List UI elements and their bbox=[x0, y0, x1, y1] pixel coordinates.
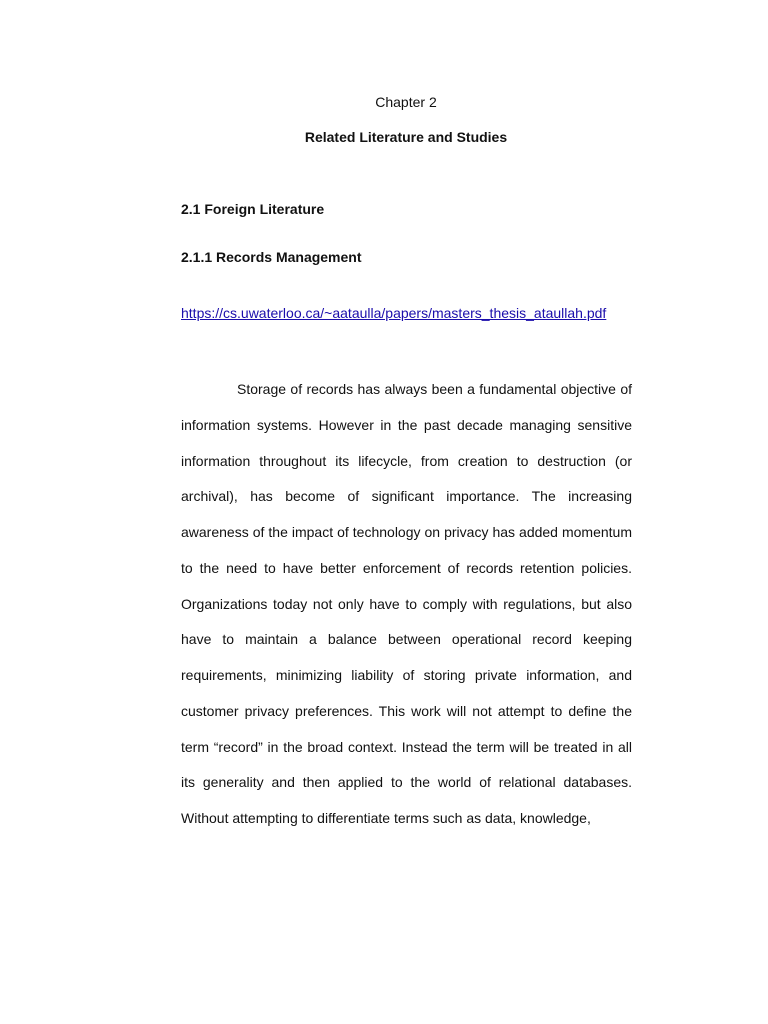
section-heading: 2.1 Foreign Literature bbox=[181, 201, 325, 217]
subsection-heading: 2.1.1 Records Management bbox=[181, 249, 362, 265]
source-link[interactable]: https://cs.uwaterloo.ca/~aataulla/papers/masters_thesis_ataullah.pdf bbox=[181, 305, 607, 321]
body-paragraph: Storage of records has always been a fundamental objective of information systems. However in the past decade managing sensitive information throughout its lifecycle, from creation to destruction (or archival), has become of significant importance. The increasing awareness of the impact of technology on privacy has added momentum to the need to have better enforcement of records retention policies. Organizations today not only have to comply with regulations, but also have to maintain a balance between operational record keeping requirements, minimizing liability of storing private information, and customer privacy preferences. This work will not attempt to define the term “record” in the broad context. Instead the term will be treated in all its generality and then applied to the world of relational databases. Without attempting to differentiate terms such as data, knowledge, bbox=[181, 381, 632, 826]
chapter-title: Related Literature and Studies bbox=[304, 129, 508, 145]
chapter-label: Chapter 2 bbox=[375, 94, 437, 110]
